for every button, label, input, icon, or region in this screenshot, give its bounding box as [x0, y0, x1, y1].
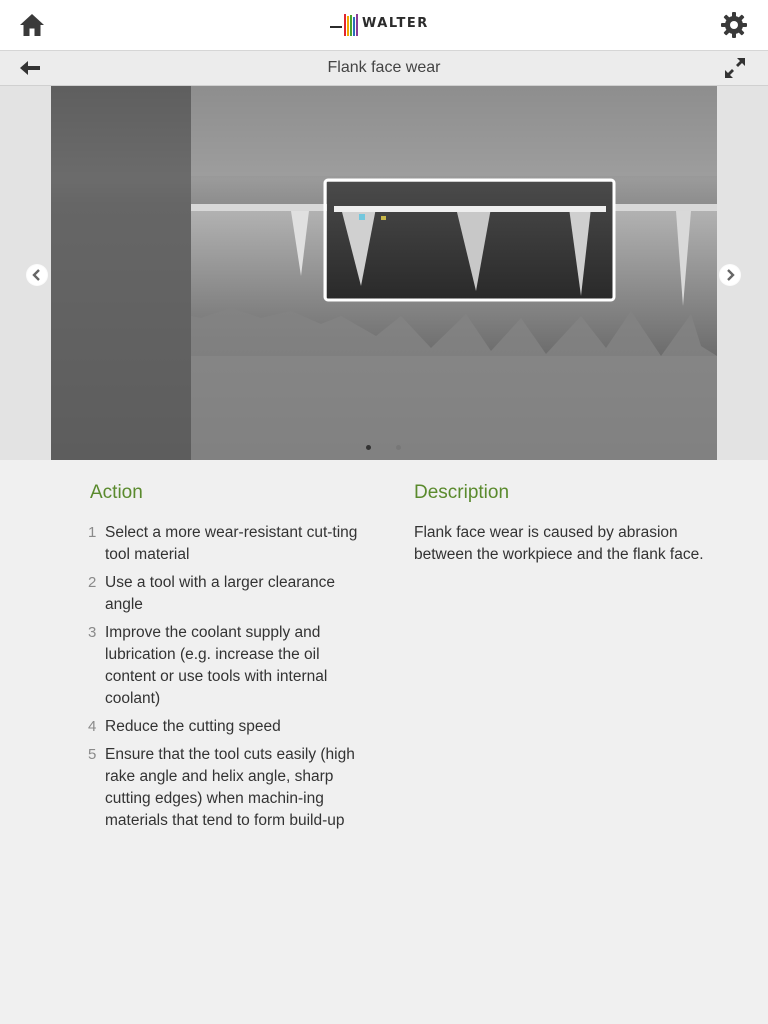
walter-logo — [330, 12, 440, 38]
list-item — [90, 744, 360, 832]
slide-dot[interactable] — [396, 445, 401, 450]
top-bar — [0, 0, 768, 51]
page-title: Flank face wear — [327, 59, 441, 76]
action-steps — [90, 522, 360, 832]
gear-icon[interactable] — [720, 11, 748, 39]
image-gallery[interactable] — [0, 86, 768, 460]
step-number: 4 — [88, 718, 97, 735]
logo-text: WALTER — [362, 16, 429, 31]
action-heading: Action — [90, 482, 143, 503]
slide-indicator — [362, 445, 412, 453]
home-icon[interactable] — [18, 11, 46, 39]
step-text: Reduce the cutting speed — [105, 718, 281, 735]
list-item — [90, 622, 360, 710]
chevron-left-icon[interactable] — [26, 264, 48, 286]
step-number: 3 — [88, 624, 97, 641]
list-item — [90, 716, 360, 738]
action-section — [90, 482, 360, 838]
sub-header — [0, 51, 768, 86]
expand-icon[interactable] — [724, 57, 746, 79]
tool-wear-photo — [51, 86, 717, 460]
step-text: Use a tool with a larger clearance angle — [105, 574, 336, 613]
description-text: Flank face wear is caused by abrasion between the workpiece and the flank face. — [414, 524, 704, 563]
chevron-right-icon[interactable] — [719, 264, 741, 286]
description-section — [414, 482, 724, 566]
list-item — [90, 522, 360, 566]
content-area — [0, 460, 768, 1024]
description-heading: Description — [414, 482, 510, 503]
step-text: Select a more wear-resistant cut-ting tool material — [105, 524, 358, 563]
step-number: 5 — [88, 746, 97, 763]
step-text: Improve the coolant supply and lubrication (e.g. increase the oil content or use tools with internal coolant) — [105, 624, 328, 707]
step-number: 2 — [88, 574, 97, 591]
step-text: Ensure that the tool cuts easily (high rake angle and helix angle, sharp cutting edges) when machin-ing materials that tend to form build-up — [105, 746, 355, 829]
list-item — [90, 572, 360, 616]
slide-dot-active[interactable] — [366, 445, 371, 450]
step-number: 1 — [88, 524, 97, 541]
